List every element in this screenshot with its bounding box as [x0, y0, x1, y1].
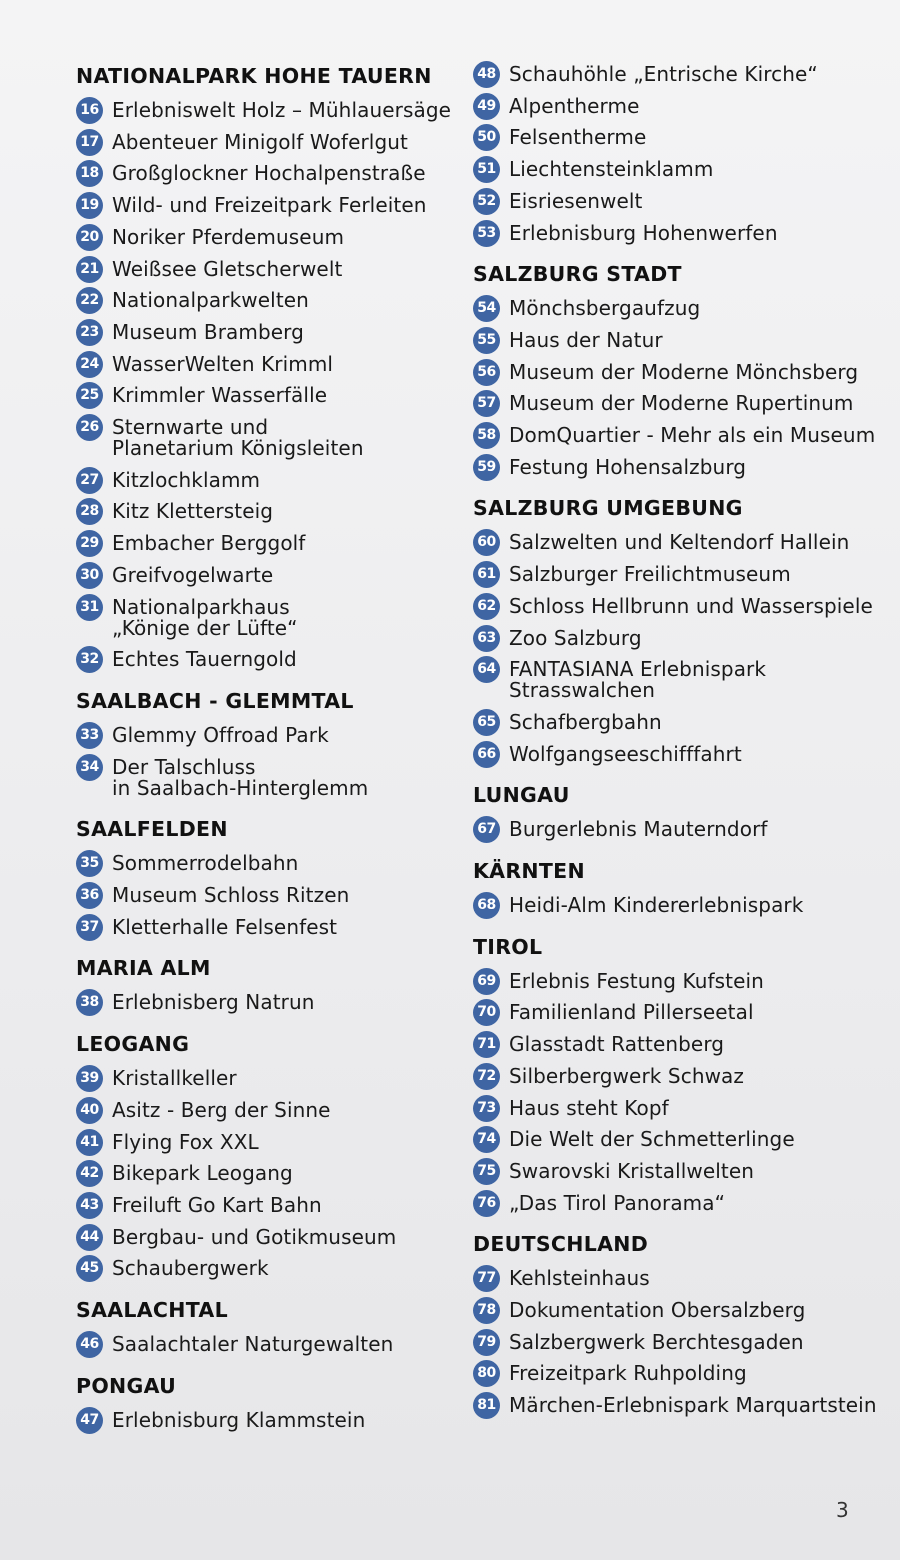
item-label-line: Glasstadt Rattenberg [509, 1032, 725, 1057]
number-badge: 56 [473, 359, 500, 386]
list-item [473, 998, 754, 1026]
item-label [112, 529, 305, 554]
list-item [76, 529, 305, 557]
item-label [509, 187, 642, 212]
list-item [473, 1030, 724, 1058]
item-label-line: Schafbergbahn [509, 709, 662, 734]
item-label [509, 967, 764, 992]
list-item [473, 1359, 747, 1387]
list-item [473, 187, 642, 215]
item-label-line: Haus der Natur [509, 327, 663, 352]
item-label-line: WasserWelten Krimml [112, 351, 334, 376]
list-item [76, 1064, 237, 1092]
list-item [76, 881, 349, 909]
number-badge: 23 [76, 319, 103, 346]
item-label [509, 219, 778, 244]
item-label-line: Nationalparkhaus [112, 594, 290, 619]
item-label-line: Schauhöhle „Entrische Kirche“ [509, 62, 818, 86]
number-badge: 72 [473, 1063, 500, 1090]
list-item [473, 655, 766, 701]
list-item [473, 891, 803, 919]
item-label [509, 708, 662, 733]
item-label [112, 1096, 331, 1121]
item-label [509, 528, 849, 553]
list-item [473, 453, 746, 481]
item-label [509, 1328, 804, 1353]
item-label-line: Felsentherme [509, 125, 647, 150]
item-label [112, 159, 426, 184]
item-label [509, 60, 818, 85]
item-label [509, 453, 746, 478]
number-badge: 49 [473, 93, 500, 120]
item-label [112, 381, 327, 406]
item-label [509, 655, 766, 701]
item-label [509, 123, 646, 148]
list-item [473, 1264, 650, 1292]
list-item [76, 1223, 396, 1251]
number-badge: 70 [473, 999, 500, 1026]
item-label [112, 1223, 396, 1248]
list-item [473, 1157, 754, 1185]
number-badge: 63 [473, 625, 500, 652]
item-label-line: Strasswalchen [509, 678, 655, 703]
list-item [473, 1189, 725, 1217]
item-label-line: Erlebnisburg Hohenwerfen [509, 220, 778, 245]
number-badge: 51 [473, 156, 500, 183]
number-badge: 74 [473, 1126, 500, 1153]
list-item [473, 708, 662, 736]
item-label-line: Mönchsbergaufzug [509, 296, 701, 321]
item-label-line: Krimmler Wasserfälle [112, 383, 328, 408]
item-label [509, 1030, 724, 1055]
list-item [473, 1328, 804, 1356]
list-item [76, 1254, 269, 1282]
item-label-line: Der Talschluss [112, 754, 256, 779]
number-badge: 73 [473, 1095, 500, 1122]
item-label-line: Kehlsteinhaus [509, 1266, 650, 1291]
item-label [112, 255, 342, 280]
item-label [509, 815, 768, 840]
item-label [509, 389, 853, 414]
list-item [473, 967, 764, 995]
list-item [76, 96, 451, 124]
item-label-line: Liechtensteinklamm [509, 157, 714, 182]
item-label [112, 466, 260, 491]
number-badge: 24 [76, 351, 103, 378]
list-item [473, 92, 640, 120]
list-item [76, 223, 344, 251]
list-item [76, 1159, 293, 1187]
number-badge: 32 [76, 646, 103, 673]
number-badge: 45 [76, 1255, 103, 1282]
item-label [112, 318, 304, 343]
list-item [473, 560, 791, 588]
item-label [112, 645, 297, 670]
list-item [76, 466, 260, 494]
item-label [509, 1157, 754, 1182]
list-item [473, 294, 700, 322]
item-label-line: Familienland Pillerseetal [509, 1000, 754, 1025]
item-label [509, 891, 803, 916]
section-heading: MARIA ALM [76, 956, 211, 981]
item-label-line: Embacher Berggolf [112, 531, 306, 556]
list-item [473, 1296, 805, 1324]
item-label-line: Sternwarte und [112, 415, 269, 439]
item-label [112, 1191, 322, 1216]
item-label-line: in Saalbach-Hinterglemm [112, 775, 369, 800]
item-label-line: „Könige der Lüfte“ [112, 615, 298, 640]
item-label-line: Erlebniswelt Holz – Mühlauersäge [112, 98, 452, 122]
list-item [76, 561, 273, 589]
list-item [473, 123, 646, 151]
number-badge: 79 [473, 1329, 500, 1356]
item-label [112, 849, 298, 874]
list-item [473, 624, 642, 652]
item-label-line: Greifvogelwarte [112, 562, 274, 587]
number-badge: 34 [76, 754, 103, 781]
item-label [112, 593, 298, 639]
item-label [509, 294, 700, 319]
item-label [112, 223, 344, 248]
item-label [112, 913, 337, 938]
number-badge: 25 [76, 382, 103, 409]
list-item [76, 593, 298, 639]
item-label [112, 753, 368, 799]
number-badge: 17 [76, 129, 103, 156]
number-badge: 81 [473, 1392, 500, 1419]
item-label-line: Dokumentation Obersalzberg [509, 1298, 806, 1322]
item-label-line: Freizeitpark Ruhpolding [509, 1361, 747, 1386]
list-item [76, 849, 298, 877]
item-label [112, 881, 349, 906]
number-badge: 40 [76, 1097, 103, 1124]
item-label-line: Wild- und Freizeitpark Ferleiten [112, 193, 427, 218]
item-label-line: Saalachtaler Naturgewalten [112, 1332, 394, 1356]
item-label-line: Bergbau- und Gotikmuseum [112, 1224, 397, 1249]
list-item [473, 1125, 795, 1153]
list-item [76, 286, 309, 314]
item-label-line: Kletterhalle Felsenfest [112, 914, 338, 939]
number-badge: 19 [76, 192, 103, 219]
section-heading: NATIONALPARK HOHE TAUERN [76, 64, 432, 88]
item-label [112, 1330, 393, 1355]
section-heading: TIROL [473, 934, 543, 959]
item-label [112, 413, 364, 459]
section-heading: DEUTSCHLAND [473, 1232, 649, 1257]
list-item [473, 421, 875, 449]
number-badge: 80 [473, 1360, 500, 1387]
item-label-line: Salzburger Freilichtmuseum [509, 562, 791, 587]
list-item [76, 721, 329, 749]
list-item [76, 988, 315, 1016]
list-item [473, 219, 778, 247]
item-label-line: Die Welt der Schmetterlinge [509, 1127, 795, 1152]
list-item [473, 1094, 669, 1122]
number-badge: 64 [473, 656, 500, 683]
item-label [112, 350, 333, 375]
item-label [509, 998, 754, 1023]
section-heading: KÄRNTEN [473, 859, 585, 883]
number-badge: 47 [76, 1407, 103, 1434]
item-label [112, 1064, 237, 1089]
number-badge: 62 [473, 593, 500, 620]
item-label-line: Erlebnis Festung Kufstein [509, 968, 764, 993]
item-label [509, 421, 875, 446]
number-badge: 58 [473, 422, 500, 449]
number-badge: 65 [473, 709, 500, 736]
list-item [473, 815, 768, 843]
item-label-line: Alpentherme [509, 93, 640, 118]
item-label-line: Swarovski Kristallwelten [509, 1158, 755, 1183]
list-item [76, 318, 304, 346]
number-badge: 54 [473, 295, 500, 322]
number-badge: 53 [473, 220, 500, 247]
item-label-line: Schloss Hellbrunn und Wasserspiele [509, 593, 873, 618]
number-badge: 35 [76, 850, 103, 877]
number-badge: 60 [473, 529, 500, 556]
item-label [112, 128, 408, 153]
section-heading: SALZBURG STADT [473, 262, 682, 287]
item-label [112, 1128, 259, 1153]
number-badge: 28 [76, 498, 103, 525]
item-label-line: DomQuartier - Mehr als ein Museum [509, 423, 876, 447]
number-badge: 36 [76, 882, 103, 909]
number-badge: 55 [473, 327, 500, 354]
item-label-line: Burgerlebnis Mauterndorf [509, 817, 768, 842]
list-item [76, 1191, 322, 1219]
number-badge: 20 [76, 224, 103, 251]
item-label [112, 96, 451, 121]
item-label-line: Großglockner Hochalpenstraße [112, 161, 426, 186]
list-item [76, 497, 273, 525]
list-item [473, 740, 742, 768]
item-label-line: Noriker Pferdemuseum [112, 224, 345, 249]
item-label-line: „Das Tirol Panorama“ [509, 1190, 726, 1215]
item-label-line: Asitz - Berg der Sinne [112, 1097, 331, 1122]
section-heading: LUNGAU [473, 783, 570, 808]
item-label [509, 1062, 744, 1087]
list-item [76, 913, 337, 941]
number-badge: 46 [76, 1331, 103, 1358]
item-label-line: Sommerrodelbahn [112, 851, 299, 876]
item-label-line: Kitz Klettersteig [112, 499, 274, 524]
item-label-line: Museum Bramberg [112, 319, 304, 344]
list-item [76, 1330, 393, 1358]
item-label [112, 721, 329, 746]
item-label-line: Schaubergwerk [112, 1256, 269, 1281]
item-label [509, 1359, 747, 1384]
list-item [76, 645, 297, 673]
item-label-line: FANTASIANA Erlebnispark [509, 657, 767, 682]
number-badge: 71 [473, 1031, 500, 1058]
item-label-line: Zoo Salzburg [509, 625, 642, 650]
item-label [509, 592, 873, 617]
item-label [112, 286, 309, 311]
number-badge: 38 [76, 989, 103, 1016]
item-label-line: Weißsee Gletscherwelt [112, 256, 343, 281]
item-label-line: Museum Schloss Ritzen [112, 883, 350, 907]
item-label-line: Haus steht Kopf [509, 1095, 669, 1120]
item-label-line: Silberbergwerk Schwaz [509, 1063, 745, 1088]
list-item [76, 1128, 259, 1156]
list-item [473, 155, 713, 183]
item-label-line: Abenteuer Minigolf Woferlgut [112, 129, 408, 154]
item-label [509, 1094, 669, 1119]
list-item [473, 358, 858, 386]
number-badge: 68 [473, 892, 500, 919]
number-badge: 59 [473, 454, 500, 481]
number-badge: 57 [473, 390, 500, 417]
section-heading: SAALFELDEN [76, 817, 228, 842]
item-label [509, 560, 791, 585]
item-label-line: Heidi-Alm Kindererlebnispark [509, 893, 804, 917]
number-badge: 18 [76, 160, 103, 187]
item-label-line: Nationalparkwelten [112, 288, 309, 313]
item-label-line: Glemmy Offroad Park [112, 722, 329, 747]
item-label [112, 561, 273, 586]
section-heading: SALZBURG UMGEBUNG [473, 496, 743, 521]
list-item [473, 1062, 744, 1090]
section-heading: SAALACHTAL [76, 1298, 228, 1322]
list-item [76, 191, 427, 219]
number-badge: 77 [473, 1265, 500, 1292]
section-heading: SAALBACH - GLEMMTAL [76, 688, 354, 713]
item-label [509, 326, 663, 351]
item-label-line: Flying Fox XXL [112, 1129, 259, 1154]
item-label [112, 1254, 269, 1279]
list-item [76, 753, 368, 799]
item-label [509, 1125, 795, 1150]
list-item [76, 128, 408, 156]
item-label [509, 1189, 725, 1214]
number-badge: 31 [76, 594, 103, 621]
number-badge: 67 [473, 816, 500, 843]
item-label-line: Bikepark Leogang [112, 1161, 293, 1186]
number-badge: 48 [473, 61, 500, 88]
number-badge: 43 [76, 1192, 103, 1219]
number-badge: 39 [76, 1065, 103, 1092]
list-item [76, 1406, 365, 1434]
number-badge: 42 [76, 1160, 103, 1187]
list-item [473, 389, 853, 417]
list-item [473, 528, 849, 556]
item-label [112, 1159, 293, 1184]
list-item [76, 413, 364, 459]
item-label [112, 988, 315, 1013]
number-badge: 52 [473, 188, 500, 215]
number-badge: 41 [76, 1129, 103, 1156]
number-badge: 75 [473, 1158, 500, 1185]
item-label [509, 92, 640, 117]
list-item [473, 592, 873, 620]
item-label-line: Erlebnisberg Natrun [112, 990, 315, 1015]
number-badge: 44 [76, 1224, 103, 1251]
item-label-line: Echtes Tauerngold [112, 647, 297, 672]
item-label [509, 624, 642, 649]
item-label [112, 191, 427, 216]
item-label-line: Eisriesenwelt [509, 188, 643, 213]
number-badge: 37 [76, 914, 103, 941]
number-badge: 50 [473, 124, 500, 151]
number-badge: 78 [473, 1297, 500, 1324]
item-label-line: Kitzlochklamm [112, 467, 261, 492]
item-label-line: Freiluft Go Kart Bahn [112, 1192, 322, 1217]
list-item [76, 381, 327, 409]
list-item [76, 255, 342, 283]
section-heading: PONGAU [76, 1373, 177, 1398]
item-label-line: Museum der Moderne Mönchsberg [509, 359, 859, 384]
item-label [509, 1264, 650, 1289]
item-label-line: Märchen-Erlebnispark Marquartstein [509, 1393, 877, 1418]
item-label-line: Festung Hohensalzburg [509, 454, 747, 479]
item-label-line: Museum der Moderne Rupertinum [509, 391, 854, 416]
list-item [76, 1096, 331, 1124]
number-badge: 33 [76, 722, 103, 749]
item-label [509, 1296, 805, 1321]
item-label [112, 497, 273, 522]
number-badge: 26 [76, 414, 103, 441]
number-badge: 21 [76, 256, 103, 283]
number-badge: 27 [76, 467, 103, 494]
list-item [473, 1391, 877, 1419]
list-item [76, 159, 426, 187]
item-label-line: Salzbergwerk Berchtesgaden [509, 1329, 804, 1354]
item-label-line: Kristallkeller [112, 1066, 237, 1091]
number-badge: 66 [473, 741, 500, 768]
list-item [473, 60, 818, 88]
item-label-line: Planetarium Königsleiten [112, 436, 364, 460]
list-item [76, 350, 333, 378]
number-badge: 22 [76, 287, 103, 314]
item-label [112, 1406, 365, 1431]
section-heading: LEOGANG [76, 1032, 190, 1057]
list-item [473, 326, 663, 354]
item-label-line: Salzwelten und Keltendorf Hallein [509, 530, 850, 555]
item-label-line: Erlebnisburg Klammstein [112, 1407, 366, 1432]
number-badge: 61 [473, 561, 500, 588]
number-badge: 16 [76, 97, 103, 124]
page-number: 3 [836, 1498, 849, 1522]
number-badge: 76 [473, 1190, 500, 1217]
number-badge: 69 [473, 968, 500, 995]
item-label-line: Wolfgangseeschifffahrt [509, 741, 742, 766]
item-label [509, 1391, 877, 1416]
number-badge: 30 [76, 562, 103, 589]
item-label [509, 740, 742, 765]
item-label [509, 358, 858, 383]
number-badge: 29 [76, 530, 103, 557]
item-label [509, 155, 713, 180]
